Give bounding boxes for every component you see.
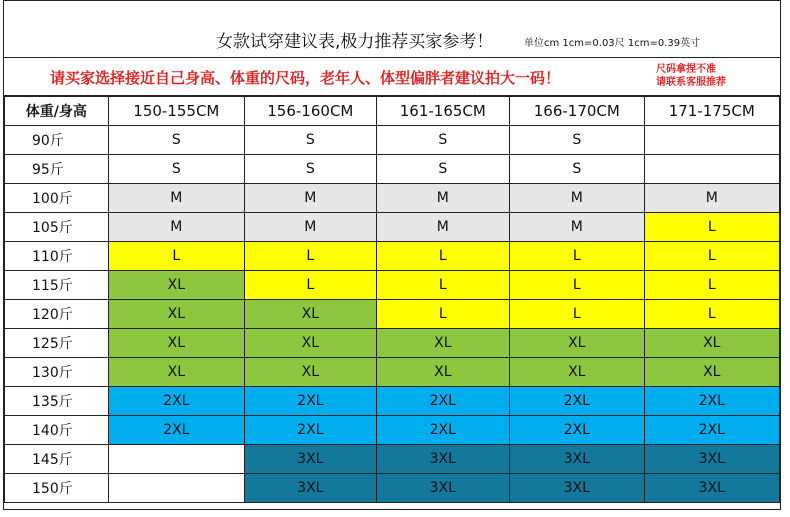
size-cell: M (644, 184, 779, 213)
size-cell: 3XL (245, 474, 377, 503)
size-chart (3, 0, 781, 510)
size-cell: M (108, 213, 244, 242)
weight-label: 95斤 (5, 155, 109, 184)
header-row (5, 97, 780, 126)
height-column-header: 171-175CM (644, 97, 779, 126)
contact-note-line-1: 尺码拿捏不准 (656, 64, 716, 75)
size-cell: L (644, 300, 779, 329)
size-cell: 2XL (376, 416, 509, 445)
size-table (4, 96, 780, 503)
size-cell: L (644, 213, 779, 242)
size-cell: L (108, 242, 244, 271)
size-cell: 3XL (510, 474, 644, 503)
table-row (5, 387, 780, 416)
size-cell: 2XL (510, 416, 644, 445)
size-cell: M (245, 184, 377, 213)
size-cell: 2XL (644, 416, 779, 445)
size-cell: L (376, 242, 509, 271)
table-row (5, 213, 780, 242)
size-cell: L (644, 271, 779, 300)
weight-label: 145斤 (5, 445, 109, 474)
size-cell: M (510, 213, 644, 242)
title-row (4, 1, 780, 58)
weight-label: 110斤 (5, 242, 109, 271)
size-cell: L (245, 271, 377, 300)
size-cell: 2XL (644, 387, 779, 416)
size-cell: S (245, 155, 377, 184)
size-cell: L (376, 271, 509, 300)
size-cell: XL (108, 358, 244, 387)
size-cell: M (376, 184, 509, 213)
size-cell: 2XL (376, 387, 509, 416)
size-cell: XL (644, 358, 779, 387)
weight-label: 140斤 (5, 416, 109, 445)
weight-label: 115斤 (5, 271, 109, 300)
size-cell (108, 474, 244, 503)
size-cell: 2XL (108, 416, 244, 445)
height-column-header: 161-165CM (376, 97, 509, 126)
size-cell: L (510, 271, 644, 300)
size-cell: 2XL (245, 387, 377, 416)
size-cell: XL (108, 271, 244, 300)
table-row (5, 445, 780, 474)
size-cell: M (108, 184, 244, 213)
size-cell: 3XL (376, 445, 509, 474)
size-cell: 2XL (510, 387, 644, 416)
weight-label: 130斤 (5, 358, 109, 387)
size-cell: XL (376, 329, 509, 358)
table-row (5, 416, 780, 445)
size-cell (108, 445, 244, 474)
unit-note: 单位cm 1cm=0.03尺 1cm=0.39英寸 (524, 38, 701, 49)
size-cell: XL (245, 329, 377, 358)
table-row (5, 155, 780, 184)
size-cell: S (108, 155, 244, 184)
size-cell: 3XL (510, 445, 644, 474)
size-cell: L (510, 242, 644, 271)
size-cell: S (510, 126, 644, 155)
height-column-header: 156-160CM (245, 97, 377, 126)
size-cell: L (245, 242, 377, 271)
chart-title: 女款试穿建议表,极力推荐买家参考！ (216, 32, 494, 52)
size-cell: 3XL (644, 445, 779, 474)
size-cell: M (376, 213, 509, 242)
table-row (5, 329, 780, 358)
height-column-header: 166-170CM (510, 97, 644, 126)
size-cell: S (108, 126, 244, 155)
size-cell: S (245, 126, 377, 155)
weight-label: 150斤 (5, 474, 109, 503)
size-cell: 2XL (108, 387, 244, 416)
size-advice-notice: 请买家选择接近自己身高、体重的尺码，老年人、体型偏胖者建议拍大一码！ (50, 69, 561, 87)
corner-label: 体重/身高 (5, 97, 109, 126)
size-cell: 3XL (376, 474, 509, 503)
size-cell: L (510, 300, 644, 329)
size-table-body (5, 126, 780, 503)
size-cell: XL (644, 329, 779, 358)
size-cell: XL (376, 358, 509, 387)
size-cell: S (510, 155, 644, 184)
notice-row (4, 58, 780, 96)
weight-label: 100斤 (5, 184, 109, 213)
size-cell: XL (510, 358, 644, 387)
size-cell: XL (108, 300, 244, 329)
contact-note-line-2: 请联系客服推荐 (656, 77, 726, 88)
size-cell (644, 126, 779, 155)
table-row (5, 184, 780, 213)
table-row (5, 242, 780, 271)
size-cell: L (376, 300, 509, 329)
table-row (5, 358, 780, 387)
size-cell: 3XL (644, 474, 779, 503)
size-cell: XL (510, 329, 644, 358)
weight-label: 125斤 (5, 329, 109, 358)
contact-service-note (656, 63, 726, 89)
size-cell: L (644, 242, 779, 271)
height-column-header: 150-155CM (108, 97, 244, 126)
size-cell: S (376, 155, 509, 184)
table-row (5, 474, 780, 503)
size-cell: M (245, 213, 377, 242)
weight-label: 120斤 (5, 300, 109, 329)
table-row (5, 126, 780, 155)
size-cell: 2XL (245, 416, 377, 445)
size-cell: XL (108, 329, 244, 358)
size-cell: 3XL (245, 445, 377, 474)
table-row (5, 300, 780, 329)
size-cell: S (376, 126, 509, 155)
size-cell: XL (245, 358, 377, 387)
size-cell: M (510, 184, 644, 213)
size-cell: XL (245, 300, 377, 329)
weight-label: 90斤 (5, 126, 109, 155)
weight-label: 105斤 (5, 213, 109, 242)
table-row (5, 271, 780, 300)
size-cell (644, 155, 779, 184)
weight-label: 135斤 (5, 387, 109, 416)
